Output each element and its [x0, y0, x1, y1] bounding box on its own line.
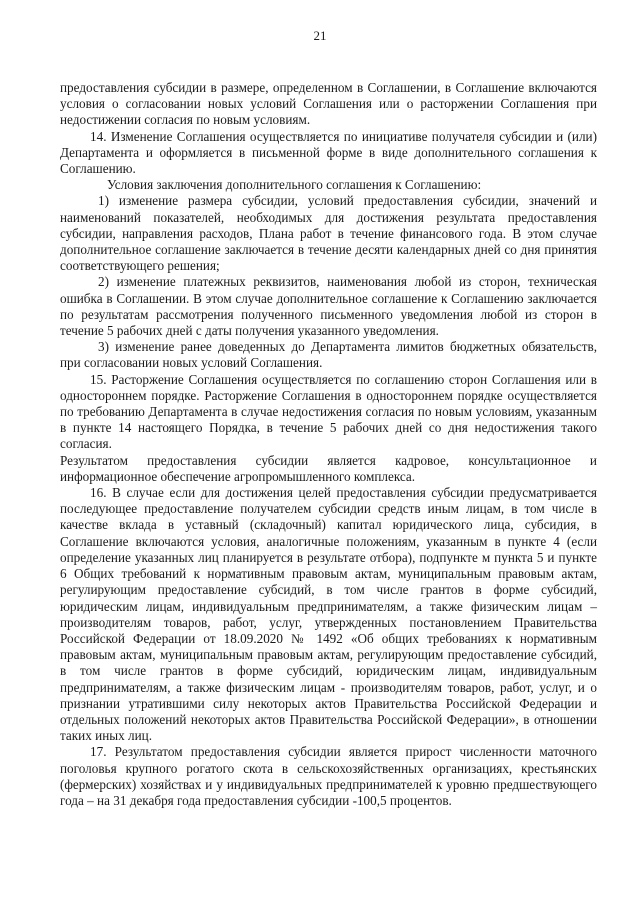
paragraph-condition-3: 3) изменение ранее доведенных до Департамента лимитов бюджетных обязательств, при согласовании новых условий Соглашения. — [60, 339, 597, 371]
page-number: 21 — [313, 28, 327, 43]
paragraph-continuation: предоставления субсидии в размере, определенном в Соглашении, в Соглашение включаются условия о согласовании новых условий Соглашения или о расторжении Соглашения при недостижении согласия по новым условиям. — [60, 80, 597, 128]
paragraph-item-14: 14. Изменение Соглашения осуществляется по инициативе получателя субсидии и (или) Департамента и оформляется в письменной форме в виде дополнительного соглашения к Соглашению. — [60, 128, 597, 177]
paragraph-item-17: 17. Результатом предоставления субсидии является прирост численности маточного поголовья крупного рогатого скота в сельскохозяйственных организациях, крестьянских (фермерских) хозяйствах и у индивидуальных предпринимателей к уровню предшествующего года – на 31 декабря года предоставления субсидии -100,5 процентов. — [60, 744, 597, 808]
paragraph-conditions-heading: Условия заключения дополнительного соглашения к Соглашению: — [107, 177, 482, 193]
paragraph-condition-1: 1) изменение размера субсидии, условий предоставления субсидии, значений и наименований показателей, необходимых для достижения результата предоставления субсидии, направления расходов, Плана работ в течение финансового года. В этом случае дополнительное соглашение заключается в течение десяти календарных дней со дня принятия соответствующего решения; — [60, 193, 597, 274]
paragraph-result-statement: Результатом предоставления субсидии является кадровое, консультационное и информационное обеспечение агропромышленного комплекса. — [60, 452, 597, 484]
paragraph-condition-2: 2) изменение платежных реквизитов, наименования любой из сторон, техническая ошибка в Соглашении. В этом случае дополнительное соглашение к Соглашению заключается по результатам рассмотрения полученного письменного уведомления любой из сторон в течение 5 рабочих дней с даты получения указанного уведомления. — [60, 274, 597, 339]
paragraph-item-15: 15. Расторжение Соглашения осуществляется по соглашению сторон Соглашения или в одностороннем порядке. Расторжение Соглашения в одностороннем порядке осуществляется по требованию Департамента в случае недостижения согласия по новым условиям, указанным в пункте 14 настоящего Порядка, в течение 5 рабочих дней со дня недостижения такого согласия. — [60, 371, 597, 452]
paragraph-item-16: 16. В случае если для достижения целей предоставления субсидии предусматривается последующее предоставление получателем субсидии средств иным лицам, в том числе в качестве вклада в уставный (складочный) капитал юридического лица, субсидия, в Соглашение включаются условия, аналогичные положениям, указанным в пункте 4 (если определение указанных лиц планируется в результате отбора), подпункте м пункта 5 и пункте 6 Общих требований к нормативным правовым актам, муниципальным правовым актам, регулирующим предоставление субсидий, в том числе грантов в форме субсидий, юридическим лицам, индивидуальным предпринимателям, а также физическим лицам – производителям товаров, работ, услуг, утвержденных постановлением Правительства Российской Федерации от 18.09.2020 № 1492 «Об общих требованиях к нормативным правовым актам, муниципальным правовым актам, регулирующим предоставление субсидий, в том числе грантов в форме субсидий, юридическим лицам, индивидуальным предпринимателям, а также физическим лицам - производителям товаров, работ, услуг, и о признании утратившими силу некоторых актов Правительства Российской Федерации и отдельных положений некоторых актов Правительства Российской Федерации», в отношении таких иных лиц. — [60, 485, 597, 744]
document-body — [60, 80, 597, 809]
